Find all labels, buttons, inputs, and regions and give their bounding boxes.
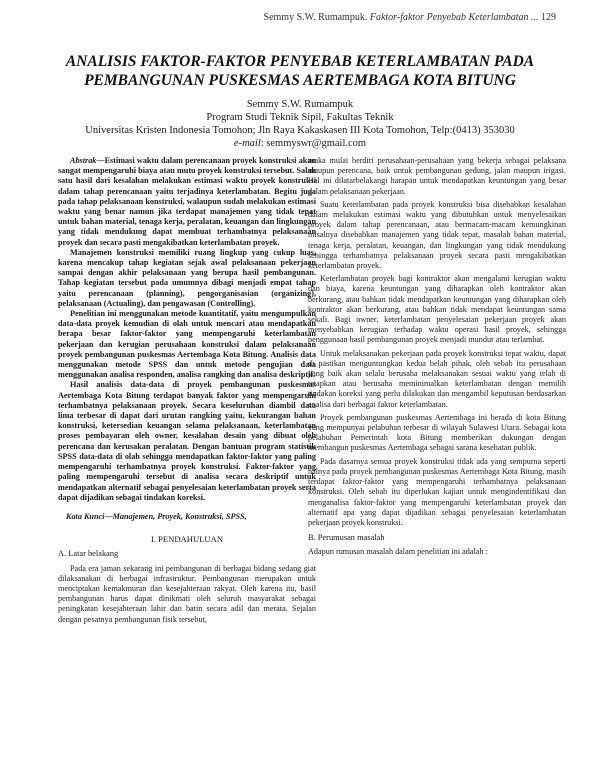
running-head (264, 12, 556, 23)
body-paragraph: Adapun rumusan masalah dalam penelitian ini adalah : (308, 547, 488, 557)
abstract-paragraph-2: Manajemen konstruksi memiliki ruang lingkup yang cukup luas, karena mencakup tahap kegiatan sejak awal pelaksanaan pekerjaan sampai dengan akhir pelaksanaan yang berupa hasil pembangunan. Tahap kegiatan tersebut pada umumnya dibagi menjadi empat tahap yaitu perencanaan (planning), pengorganisasian (organizing), pelaksanaan (Actualing), dan pengawasan (Controlling). (58, 247, 316, 308)
subsection-latar-belakang: A. Latar belakang (58, 549, 119, 559)
keywords: Kata Kunci—Manajemen, Proyek, Konstruksi, SPSS, (66, 511, 247, 521)
body-paragraph: Keterlambatan proyek bagi kontraktor akan mengalami kerugian waktu dan biaya, karena keuntungan yang diharapkan oleh kontraktor akan berkurang, atau bahkan tidak mendapatkan keuntungan yang diharapkan oleh kontraktor akan berkurang, atau bahkan tidak mendapat keuntungan sama sekali. Bagi owner, keterlambatan penyelesaian pekerjaan proyek akan menyebabkan kerugian terhadap waktu operasi hasil proyek, sehingga penggunaan hasil pembangunan proyek menjadi mundur atau terlambat. (308, 274, 566, 345)
left-column (58, 156, 316, 768)
author-block (30, 98, 570, 150)
body-paragraph: Pada dasarnya semua proyek konstruksi tidak ada yang sempurna seperti halnya pada proyek pembangunan puskesmas Aertembaga Kota Bitung, masih terdapat faktor-faktor yang mempengaruhi terhambatnya pelaksanaan konstruksi. Oleh sebab itu diperlukan kajian untuk mengindentifikasi dan menganalisa faktor-faktor yang mempengaruhi keterlambatan proyek dan alternatif apa yang dapat dijadikan sebagai penyelesaian keterlambatan pekerjaan proyek konstruksi. (308, 456, 566, 527)
body-paragraph: Untuk melaksanakan pekerjaan pada proyek konstruksi tepat waktu, dapat di pastikan menguntungkan kedua belah pihak, oleh sebab itu perusahaan yang baik akan selalu berusaha melaksanakan sesuai waktu yang telah di tetapkan atau berusaha meminimalkan keterlambatan dengan memilih tindakan koreksi yang perlu dilakukan dan mengambil keputusan berdasarkan analisa dari berbagai faktor keterlambatan. (308, 348, 566, 409)
author-program: Program Studi Teknik Sipil, Fakultas Teknik (206, 112, 394, 123)
running-head-author: Semmy S.W. Rumampuk. (263, 12, 368, 23)
body-paragraph: maka mulai berdiri perusahaan-perusahaan yang bekerja sebagai pelaksana maupun perencana, baik untuk pembangunan gedung, jalan maupun irigasi. Hal ini dilatarbelakangi harapan untuk mendapatkan keuntungan yang besar dalam pelaksanaan pekerjaan. (308, 156, 566, 196)
page-number: 129 (541, 12, 556, 23)
abstract-paragraph-3: Penelitian ini menggunakan metode kuantitatif, yaitu mengumpulkan data-data proyek kemudian di olah untuk mencari atau mendapatkan berapa besar faktor-faktor yang mempengaruhi keterlambatan pekerjaan dan kerugian perusahaan konstruksi dalam pelaksanaan proyek pembangunan puskesmas Aertembaga Kota Bitung. Analisis data menggunakan metode SPSS dan untuk metode pengujian data menggunakan analisa responden, analisa rangking dan analisa deskriptif. (58, 309, 316, 380)
section-heading-pendahuluan: I. PENDAHULUAN (150, 534, 224, 545)
right-column (308, 156, 566, 768)
author-email: : semmyswr@gmail.com (260, 138, 367, 149)
section-body-left (58, 564, 316, 625)
abstract (58, 156, 316, 503)
paper-title: ANALISIS FAKTOR-FAKTOR PENYEBAB KETERLAMBATAN PADA PEMBANGUNAN PUSKESMAS AERTEMBAGA KOTA BITUNG (65, 53, 535, 89)
author-email-line (30, 137, 570, 150)
body-paragraph: Pada era jaman sekarang ini pembangunan di berbagai bidang sedang giat dilaksanakan di berbagai infrastruktur. Pembangunan merupakan untuk menciptakan kemakmuran dan kesejahteraan rakyat. Oleh karena itu, hasil pembangunan harus dapat dinikmati oleh seluruh masyarakat sebagai peningkatan kesejahteraan lahir dan batin secara adil dan merata. Sejalan dengan pesatnya pembangunan fisik tersebut, (58, 563, 316, 624)
body-paragraph: Suatu keterlambatan pada proyek konstruksi bisa disebabkan kesalahan dalam melakukan estimasi waktu yang dibutuhkan untuk menyelesaikan proyek dalam tahap perencanaan, atau bermacam-macam kemungkinan misalnya disebabkan manajemen yang tidak tepat, masalah bahan material, tenaga kerja, peralatan, keuangan, dan lingkungan yang tidak mendukung sehingga terhambatnya pelaksanaan proyek secara pasti mengakibatkan keterlambatan proyek. (308, 199, 566, 271)
abstract-paragraph-4: Hasil analisis data-data di proyek pembangunan puskesmas Aertembaga Kota Bitung terdapat banyak faktor yang mempengaruhi terhambatnya pelaksanaan proyek. Secara keseluruhan diambil data lima terbesar di dapat dari urutan rangking yaitu, kekurangan bahan konstruksi, ketersedian keuangan selama pelaksanaan, keterlambatan proses pembayaran oleh owner, kesalahan desain yang dibuat oleh perencana dan kerusakan peralatan. Dengan bantuan program statistik SPSS data-data di olah sehingga mendapatkan faktor-faktor yang paling mempengaruhi terhambatnya proyek konstruksi. Faktor-faktor yang paling mempengaruhi tersebut di analisa secara deskriptif untuk mendapatkan alternatif sebagai penyelesaian keterlambatan proyek serta dapat dijadikan sebagai tindakan koreksi. (58, 380, 316, 502)
abstract-label: Abstrak (70, 156, 97, 165)
author-email-label: e-mail (233, 138, 261, 149)
running-head-title: Faktor-faktor Penyebab Keterlambatan ... (369, 12, 539, 23)
author-name: Semmy S.W. Rumampuk (246, 99, 354, 110)
author-affiliation: Universitas Kristen Indonesia Tomohon; Jln Raya Kakaskasen III Kota Tomohon, Telp:(0413) 353030 (85, 125, 515, 136)
abstract-paragraph-1: Abstrak—Estimasi waktu dalam perencanaan proyek konstruksi akan sangat mempengaruhi biaya atau mutu proyek konstruksi tersebut. Salah satu hasil dari kesalahan melakukan estimasi waktu proyek konstruksi dalam tahap perencanaan yaitu terjadinya keterlambatan. Begitu juga pada tahap pelaksanaan konstruksi, walaupun sudah melakukan estimasi waktu yang benar namun jika terdapat manajemen yang tidak tepat untuk bahan material, tenaga kerja, peralatan, keuangan dan lingkungan yang tidak mendukung dapat membuat terhambatnya pelaksanaan proyek dan secara pasti mengakibatkan keterlambatan proyek. (58, 156, 316, 247)
subsection-perumusan-masalah: B. Perumusan masalah (308, 533, 385, 543)
body-paragraph: Proyek pembangunan puskesmas Aertembaga ini berada di kota Bitung yang mempunyai pelabuhan terbesar di wilayah Sulawesi Utara. Sebagai kota pelabuhan Pemerintah kota Bitung memberikan dukungan dengan membangun puskesmas Aertembaga sebagai sarana kesehatan publik. (308, 412, 566, 453)
